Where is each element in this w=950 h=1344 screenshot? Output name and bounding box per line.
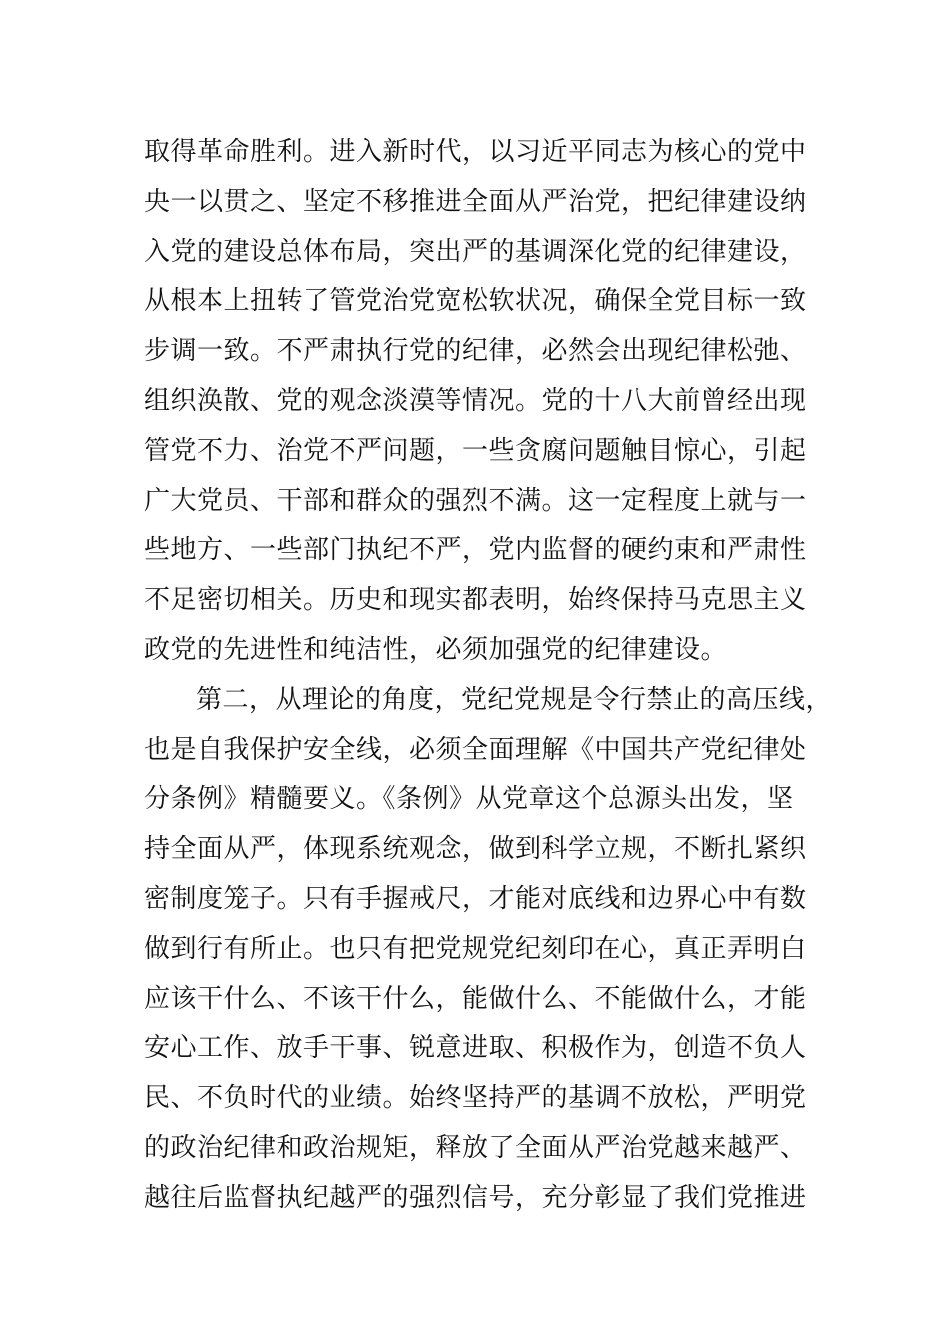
paragraph-start-line: 第二，从理论的角度，党纪党规是令行禁止的高压线， <box>196 684 833 715</box>
text-line: 些地方、一些部门执纪不严，党内监督的硬约束和严肃性 <box>144 535 807 566</box>
text-line: 做到行有所止。也只有把党规党纪刻印在心，真正弄明白 <box>144 933 807 964</box>
body-text <box>144 128 844 1224</box>
text-line: 民、不负时代的业绩。始终坚持严的基调不放松，严明党 <box>144 1083 807 1114</box>
text-line: 政党的先进性和纯洁性，必须加强党的纪律建设。 <box>144 634 728 665</box>
text-line: 取得革命胜利。进入新时代，以习近平同志为核心的党中 <box>144 137 807 167</box>
text-line: 管党不力、治党不严问题，一些贪腐问题触目惊心，引起 <box>144 435 807 466</box>
text-line: 从根本上扭转了管党治党宽松软状况，确保全党目标一致 <box>144 286 807 317</box>
text-line: 入党的建设总体布局，突出严的基调深化党的纪律建设， <box>144 236 807 267</box>
text-line: 步调一致。不严肃执行党的纪律，必然会出现纪律松弛、 <box>144 336 807 367</box>
text-line: 应该干什么、不该干什么，能做什么、不能做什么，才能 <box>144 983 807 1014</box>
text-line: 组织涣散、党的观念淡漠等情况。党的十八大前曾经出现 <box>144 385 807 416</box>
text-line: 央一以贯之、坚定不移推进全面从严治党，把纪律建设纳 <box>144 186 807 217</box>
text-line: 也是自我保护安全线，必须全面理解《中国共产党纪律处 <box>144 734 807 765</box>
text-line: 安心工作、放手干事、锐意进取、积极作为，创造不负人 <box>144 1033 807 1064</box>
text-line: 持全面从严，体现系统观念，做到科学立规，不断扎紧织 <box>144 834 807 865</box>
text-line: 密制度笼子。只有手握戒尺，才能对底线和边界心中有数 <box>144 883 807 914</box>
text-line: 不足密切相关。历史和现实都表明，始终保持马克思主义 <box>144 585 807 616</box>
text-line: 的政治纪律和政治规矩，释放了全面从严治党越来越严、 <box>144 1132 807 1163</box>
text-line: 越往后监督执纪越严的强烈信号，充分彰显了我们党推进 <box>144 1182 807 1213</box>
text-line: 广大党员、干部和群众的强烈不满。这一定程度上就与一 <box>144 485 807 516</box>
text-line: 分条例》精髓要义。《条例》从党章这个总源头出发，坚 <box>144 784 794 815</box>
